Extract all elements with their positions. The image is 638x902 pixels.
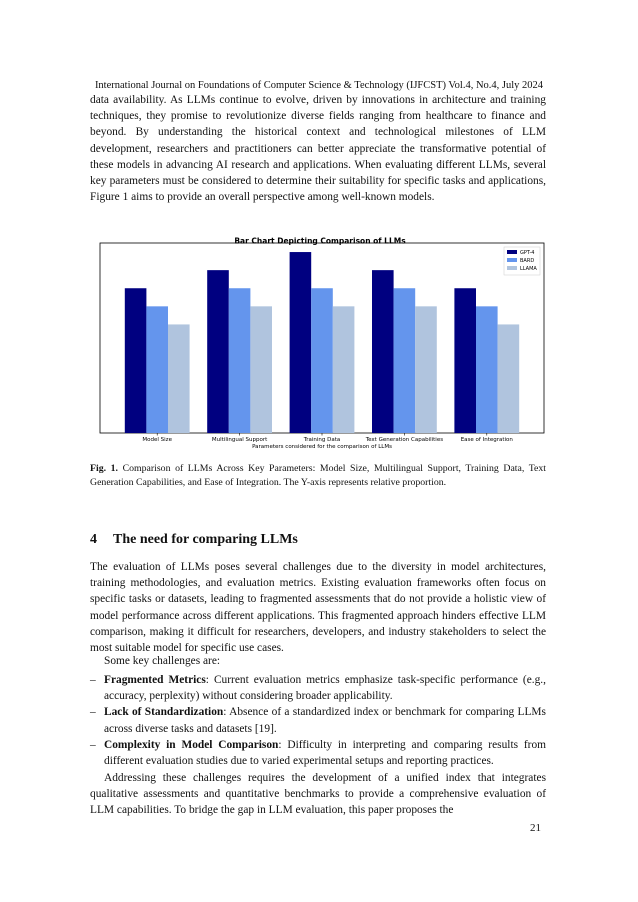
bar-gpt-4-ease-of-integration [454, 288, 476, 433]
chart-title: Bar Chart Depicting Comparison of LLMs [234, 236, 406, 246]
chart-legend [504, 247, 540, 275]
challenge-term: Complexity in Model Comparison [104, 738, 279, 751]
legend-swatch [507, 266, 517, 270]
bar-bard-multilingual-support [229, 288, 251, 433]
bar-bard-ease-of-integration [476, 306, 498, 433]
x-tick-label: Multilingual Support [211, 437, 268, 443]
bar-llama-ease-of-integration [498, 324, 520, 433]
bar-llama-multilingual-support [250, 306, 272, 433]
section-number: 4 [90, 532, 97, 547]
page-number: 21 [530, 822, 541, 834]
bar-gpt-4-multilingual-support [207, 270, 229, 433]
bar-llama-model-size [168, 324, 190, 433]
bar-gpt-4-text-generation-capabilities [372, 270, 394, 433]
list-dash: – [90, 738, 96, 751]
x-tick-labels [142, 433, 513, 443]
x-axis-label: Parameters considered for the comparison of LLMs [252, 444, 392, 450]
legend-swatch [507, 258, 517, 262]
bar-chart [94, 235, 546, 455]
x-tick-label: Ease of Integration [460, 437, 513, 443]
bar-bard-model-size [146, 306, 168, 433]
challenge-text: : Current evaluation metrics emphasize task-specific performance (e.g., accuracy, perplexity) without considering broader applicability. [104, 674, 546, 703]
list-item [90, 672, 546, 704]
section-paragraph: The evaluation of LLMs poses several challenges due to the diversity in model architectures, training methodologies, and evaluation metrics. Existing evaluation frameworks often focus on specific tasks or datasets, leading to fragmented assessments that do not provide a holistic view of model performance across different applications. This fragmented approach hinders effective LLM comparison, making it difficult for researchers, developers, and industry stakeholders to select the most suitable model for specific use cases. [90, 561, 546, 655]
figure-1 [94, 235, 546, 455]
caption-label: Fig. 1. [90, 463, 118, 474]
caption-text: Comparison of LLMs Across Key Parameters: Model Size, Multilingual Support, Training Data, Text Generation Capabilities, and Ease of Integration. The Y-axis represents relative proportion. [90, 463, 546, 489]
closing-paragraph: Addressing these challenges requires the development of a unified index that integrates qualitative assessments and quantitative benchmarks to provide a comprehensive evaluation of LLM capabilities. To bridge the gap in LLM evaluation, this paper proposes the [90, 772, 546, 817]
x-tick-label: Text Generation Capabilities [365, 437, 444, 443]
challenge-term: Lack of Standardization [104, 706, 224, 719]
challenge-term: Fragmented Metrics [104, 674, 206, 686]
figure-caption [90, 462, 546, 490]
bar-llama-text-generation-capabilities [415, 306, 437, 433]
challenges-intro: Some key challenges are: [104, 655, 221, 667]
x-tick-label: Model Size [142, 437, 172, 443]
journal-header: International Journal on Foundations of Computer Science & Technology (IJFCST) Vol.4, No.4, July 2024 [94, 80, 544, 91]
intro-paragraph: data availability. As LLMs continue to evolve, driven by innovations in architecture and training techniques, they promise to revolutionize diverse fields ranging from healthcare to finance and beyond. By understanding the historical context and technological milestones of LLM development, researchers and practitioners can better appreciate the transformative potential of these models in advancing AI research and applications. When evaluating different LLMs, several key parameters must be considered to determine their suitability for specific tasks and applications, Figure 1 aims to provide an overall perspective among well-known models. [90, 94, 546, 204]
bar-bard-training-data [311, 288, 333, 433]
legend-label: LLAMA [520, 266, 537, 272]
section-heading [90, 532, 298, 548]
challenges-list [90, 672, 546, 769]
bar-gpt-4-training-data [290, 252, 312, 433]
list-item [90, 704, 546, 736]
list-item [90, 737, 546, 769]
legend-label: BARD [520, 258, 535, 264]
bar-group [125, 252, 519, 433]
bar-llama-training-data [333, 306, 355, 433]
list-dash: – [90, 706, 96, 719]
legend-label: GPT-4 [520, 250, 535, 256]
challenge-text: : Difficulty in interpreting and comparing results from different evaluation studies due to varied experimental setups and reporting practices. [104, 738, 546, 768]
x-tick-label: Training Data [303, 437, 341, 443]
bar-bard-text-generation-capabilities [394, 288, 416, 433]
legend-swatch [507, 250, 517, 254]
section-title: The need for comparing LLMs [113, 532, 298, 547]
list-dash: – [90, 674, 96, 686]
challenge-text: : Absence of a standardized index or benchmark for comparing LLMs across diverse tasks and datasets [19]. [104, 706, 546, 735]
bar-gpt-4-model-size [125, 288, 147, 433]
